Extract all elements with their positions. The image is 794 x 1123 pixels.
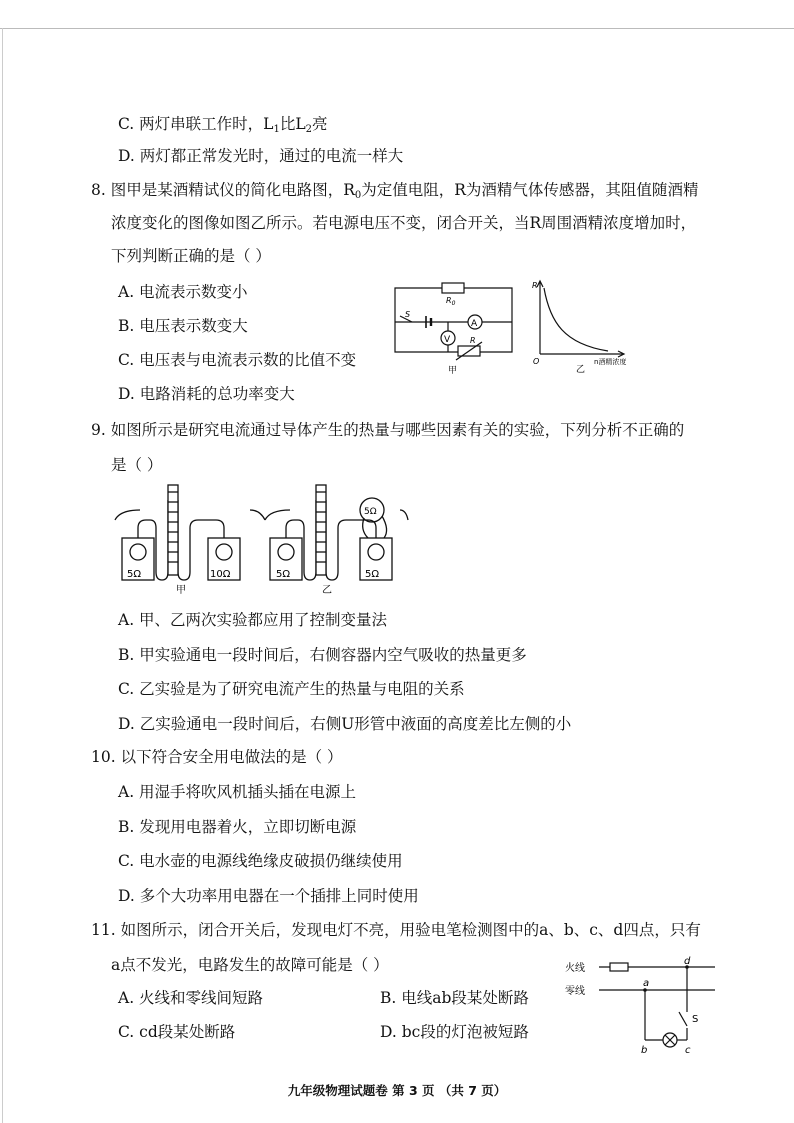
r0-label: $R_0$	[446, 296, 456, 307]
point-a-label: a	[643, 978, 650, 989]
jia-right-resistor-label: 10Ω	[210, 569, 231, 580]
q9-option-b: B. 甲实验通电一段时间后，右侧容器内空气吸收的热量更多	[118, 646, 527, 664]
yi-parallel-resistor-label: 5Ω	[364, 507, 377, 517]
sensor-label: R	[470, 336, 476, 345]
point-d-label: d	[684, 956, 691, 967]
graph-x-label: n酒精浓度	[594, 358, 627, 366]
q10-option-c: C. 电水壶的电源线绝缘皮破损仍继续使用	[118, 852, 403, 870]
q9-option-a: A. 甲、乙两次实验都应用了控制变量法	[118, 611, 388, 629]
fig-yi-caption: 乙	[322, 585, 332, 596]
ammeter-label: A	[471, 319, 478, 329]
fuse	[610, 963, 628, 971]
q9-option-c: C. 乙实验是为了研究电流产生的热量与电阻的关系	[118, 680, 465, 698]
yi-right-resistor-label: 5Ω	[365, 569, 380, 580]
q11-stem-line2: a点不发光，电路发生的故障可能是（ ）	[111, 956, 389, 974]
jia-left-resistor-label: 5Ω	[127, 569, 142, 580]
fig-jia-caption: 甲	[448, 366, 458, 376]
yi-left-resistor-label: 5Ω	[276, 569, 291, 580]
voltmeter-label: V	[444, 335, 451, 345]
q8-option-d: D. 电路消耗的总功率变大	[118, 385, 295, 403]
q11-option-b: B. 电线ab段某处断路	[380, 989, 529, 1007]
graph-y-label: R	[532, 281, 538, 290]
q11-option-c: C. cd段某处断路	[118, 1023, 236, 1041]
fig-jia-caption: 甲	[176, 585, 186, 596]
q11-stem-line1: 11. 如图所示，闭合开关后，发现电灯不亮，用验电笔检测图中的a、b、c、d四点，只有	[91, 921, 701, 939]
page-left-border	[2, 28, 3, 1123]
q11-household-circuit	[565, 954, 725, 1056]
q11-option-a: A. 火线和零线间短路	[118, 989, 264, 1007]
q7-option-c: C. 两灯串联工作时，$L_1$比$L_2$亮	[118, 115, 328, 135]
switch-label: S	[405, 310, 411, 319]
q8-option-a: A. 电流表示数变小	[118, 283, 248, 301]
graph-origin-label: O	[533, 357, 540, 366]
q11-option-d: D. bc段的灯泡被短路	[380, 1023, 529, 1041]
q10-option-d: D. 多个大功率用电器在一个插排上同时使用	[118, 887, 419, 905]
q8-option-b: B. 电压表示数变大	[118, 317, 248, 335]
q10-option-b: B. 发现用电器着火，立即切断电源	[118, 818, 357, 836]
page-footer: 九年级物理试题卷 第 3 页 （共 7 页）	[287, 1083, 507, 1098]
q9-stem-line1: 9. 如图所示是研究电流通过导体产生的热量与哪些因素有关的实验，下列分析不正确的	[91, 421, 685, 439]
q7-option-d: D. 两灯都正常发光时，通过的电流一样大	[118, 147, 404, 165]
q8-stem-line1: 8. 图甲是某酒精试仪的简化电路图，$R_0$为定值电阻，R为酒精气体传感器，其阻值随酒精	[91, 181, 699, 201]
q8-option-c: C. 电压表与电流表示数的比值不变	[118, 351, 357, 369]
point-b-label: b	[641, 1045, 648, 1056]
q10-stem: 10. 以下符合安全用电做法的是（ ）	[91, 748, 343, 766]
q9-experiment-figure	[110, 480, 410, 600]
resistance-curve	[544, 288, 608, 351]
q9-stem-line2: 是（ ）	[111, 456, 163, 474]
q10-option-a: A. 用湿手将吹风机插头插在电源上	[118, 783, 357, 801]
point-c-label: c	[685, 1045, 691, 1056]
q8-circuit-diagram	[390, 280, 520, 380]
q9-option-d: D. 乙实验通电一段时间后，右侧U形管中液面的高度差比左侧的小	[118, 715, 572, 733]
live-wire-label: 火线	[565, 963, 585, 974]
fig-yi-caption: 乙	[576, 365, 586, 375]
page-top-border	[0, 28, 794, 29]
neutral-wire-label: 零线	[565, 986, 585, 997]
q8-stem-line2: 浓度变化的图像如图乙所示。若电源电压不变，闭合开关，当R周围酒精浓度增加时，	[111, 214, 697, 232]
q8-resistance-graph	[528, 278, 658, 378]
q8-stem-line3: 下列判断正确的是（ ）	[111, 247, 271, 265]
switch-label: S	[692, 1014, 699, 1025]
r0-resistor	[442, 283, 464, 293]
